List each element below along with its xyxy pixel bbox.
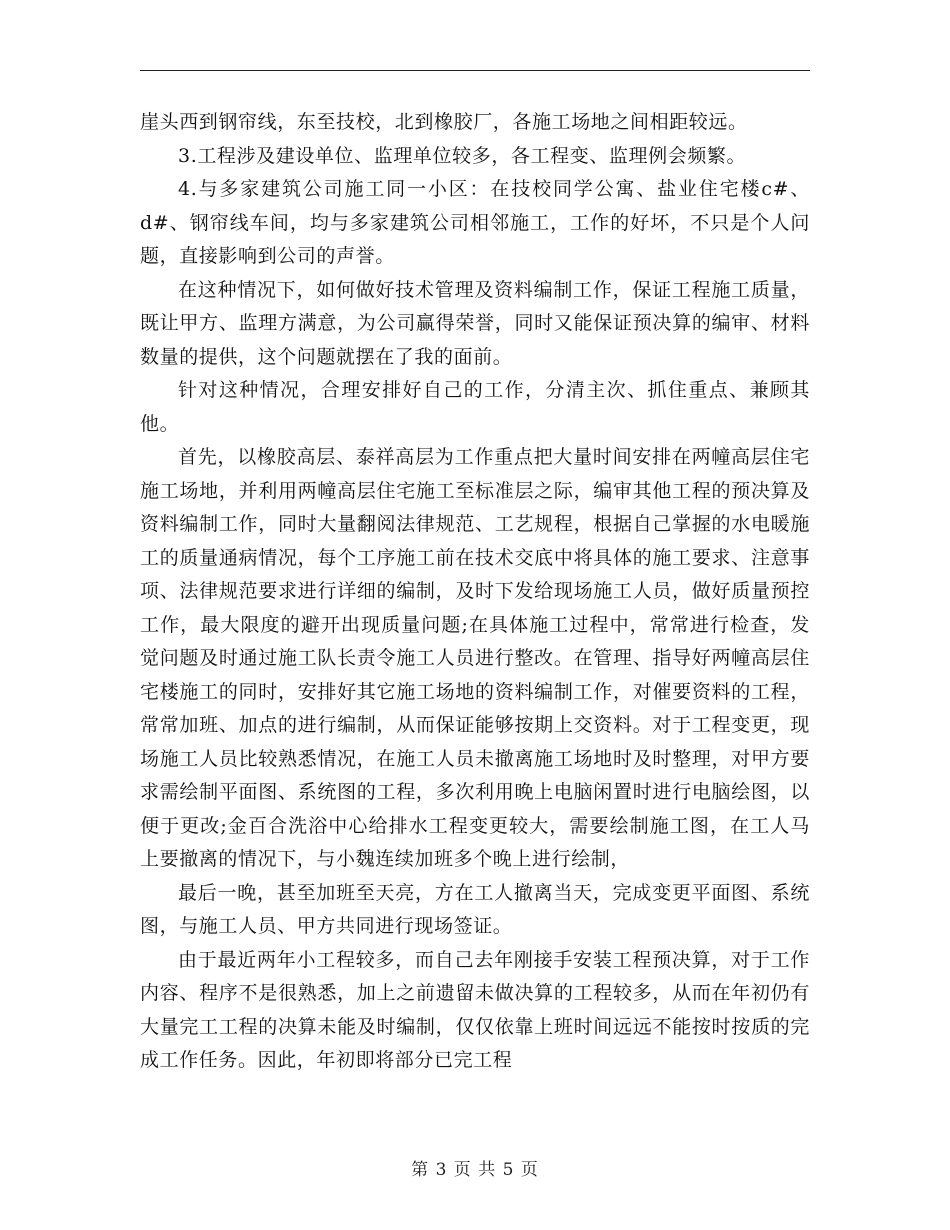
body-text <box>140 106 810 1078</box>
paragraph-continuation: 崖头西到钢帘线，东至技校，北到橡胶厂，各施工场地之间相距较远。 <box>140 111 748 133</box>
paragraph-situation: 在这种情况下，如何做好技术管理及资料编制工作，保证工程施工质量，既让甲方、监理方满意，为公司赢得荣誉，同时又能保证预决算的编审、材料数量的提供，这个问题就摆在了我的面前。 <box>140 278 810 368</box>
paragraph-item-4: 4.与多家建筑公司施工同一小区：在技校同学公寓、盐业住宅楼c#、d#、钢帘线车间，均与多家建筑公司相邻施工，工作的好坏，不只是个人问题，直接影响到公司的声誉。 <box>140 178 810 267</box>
paragraph-recent-years: 由于最近两年小工程较多，而自己去年刚接手安装工程预决算，对于工作内容、程序不是很熟悉，加上之前遗留未做决算的工程较多，从而在年初仍有大量完工工程的决算未能及时编制，仅仅依靠上班时间远远不能按时按质的完成工作任务。因此，年初即将部分已完工程 <box>140 948 810 1071</box>
paragraph-last-night: 最后一晚，甚至加班至天亮，方在工人撤离当天，完成变更平面图、系统图，与施工人员、甲方共同进行现场签证。 <box>140 881 810 937</box>
header-divider <box>140 70 810 71</box>
paragraph-first: 首先，以橡胶高层、泰祥高层为工作重点把大量时间安排在两幢高层住宅施工场地，并利用两幢高层住宅施工至标准层之际，编审其他工程的预决算及资料编制工作，同时大量翻阅法律规范、工艺规程，根据自己掌握的水电暖施工的质量通病情况，每个工序施工前在技术交底中将具体的施工要求、注意事项、法律规范要求进行详细的编制，及时下发给现场施工人员，做好质量预控工作，最大限度的避开出现质量问题;在具体施工过程中，常常进行检查，发觉问题及时通过施工队长责令施工人员进行整改。在管理、指导好两幢高层住宅楼施工的同时，安排好其它施工场地的资料编制工作，对催要资料的工程，常常加班、加点的进行编制，从而保证能够按期上交资料。对于工程变更，现场施工人员比较熟悉情况，在施工人员未撤离施工场地时及时整理，对甲方要求需绘制平面图、系统图的工程，多次利用晚上电脑闲置时进行电脑绘图，以便于更改;金百合洗浴中心给排水工程变更较大，需要绘制施工图，在工人马上要撤离的情况下，与小魏连续加班多个晚上进行绘制， <box>140 446 810 870</box>
paragraph-item-3: 3.工程涉及建设单位、监理单位较多，各工程变、监理例会频繁。 <box>178 144 747 167</box>
paragraph-approach: 针对这种情况，合理安排好自己的工作，分清主次、抓住重点、兼顾其他。 <box>140 379 810 435</box>
page-footer: 第 3 页 共 5 页 <box>411 1160 539 1180</box>
